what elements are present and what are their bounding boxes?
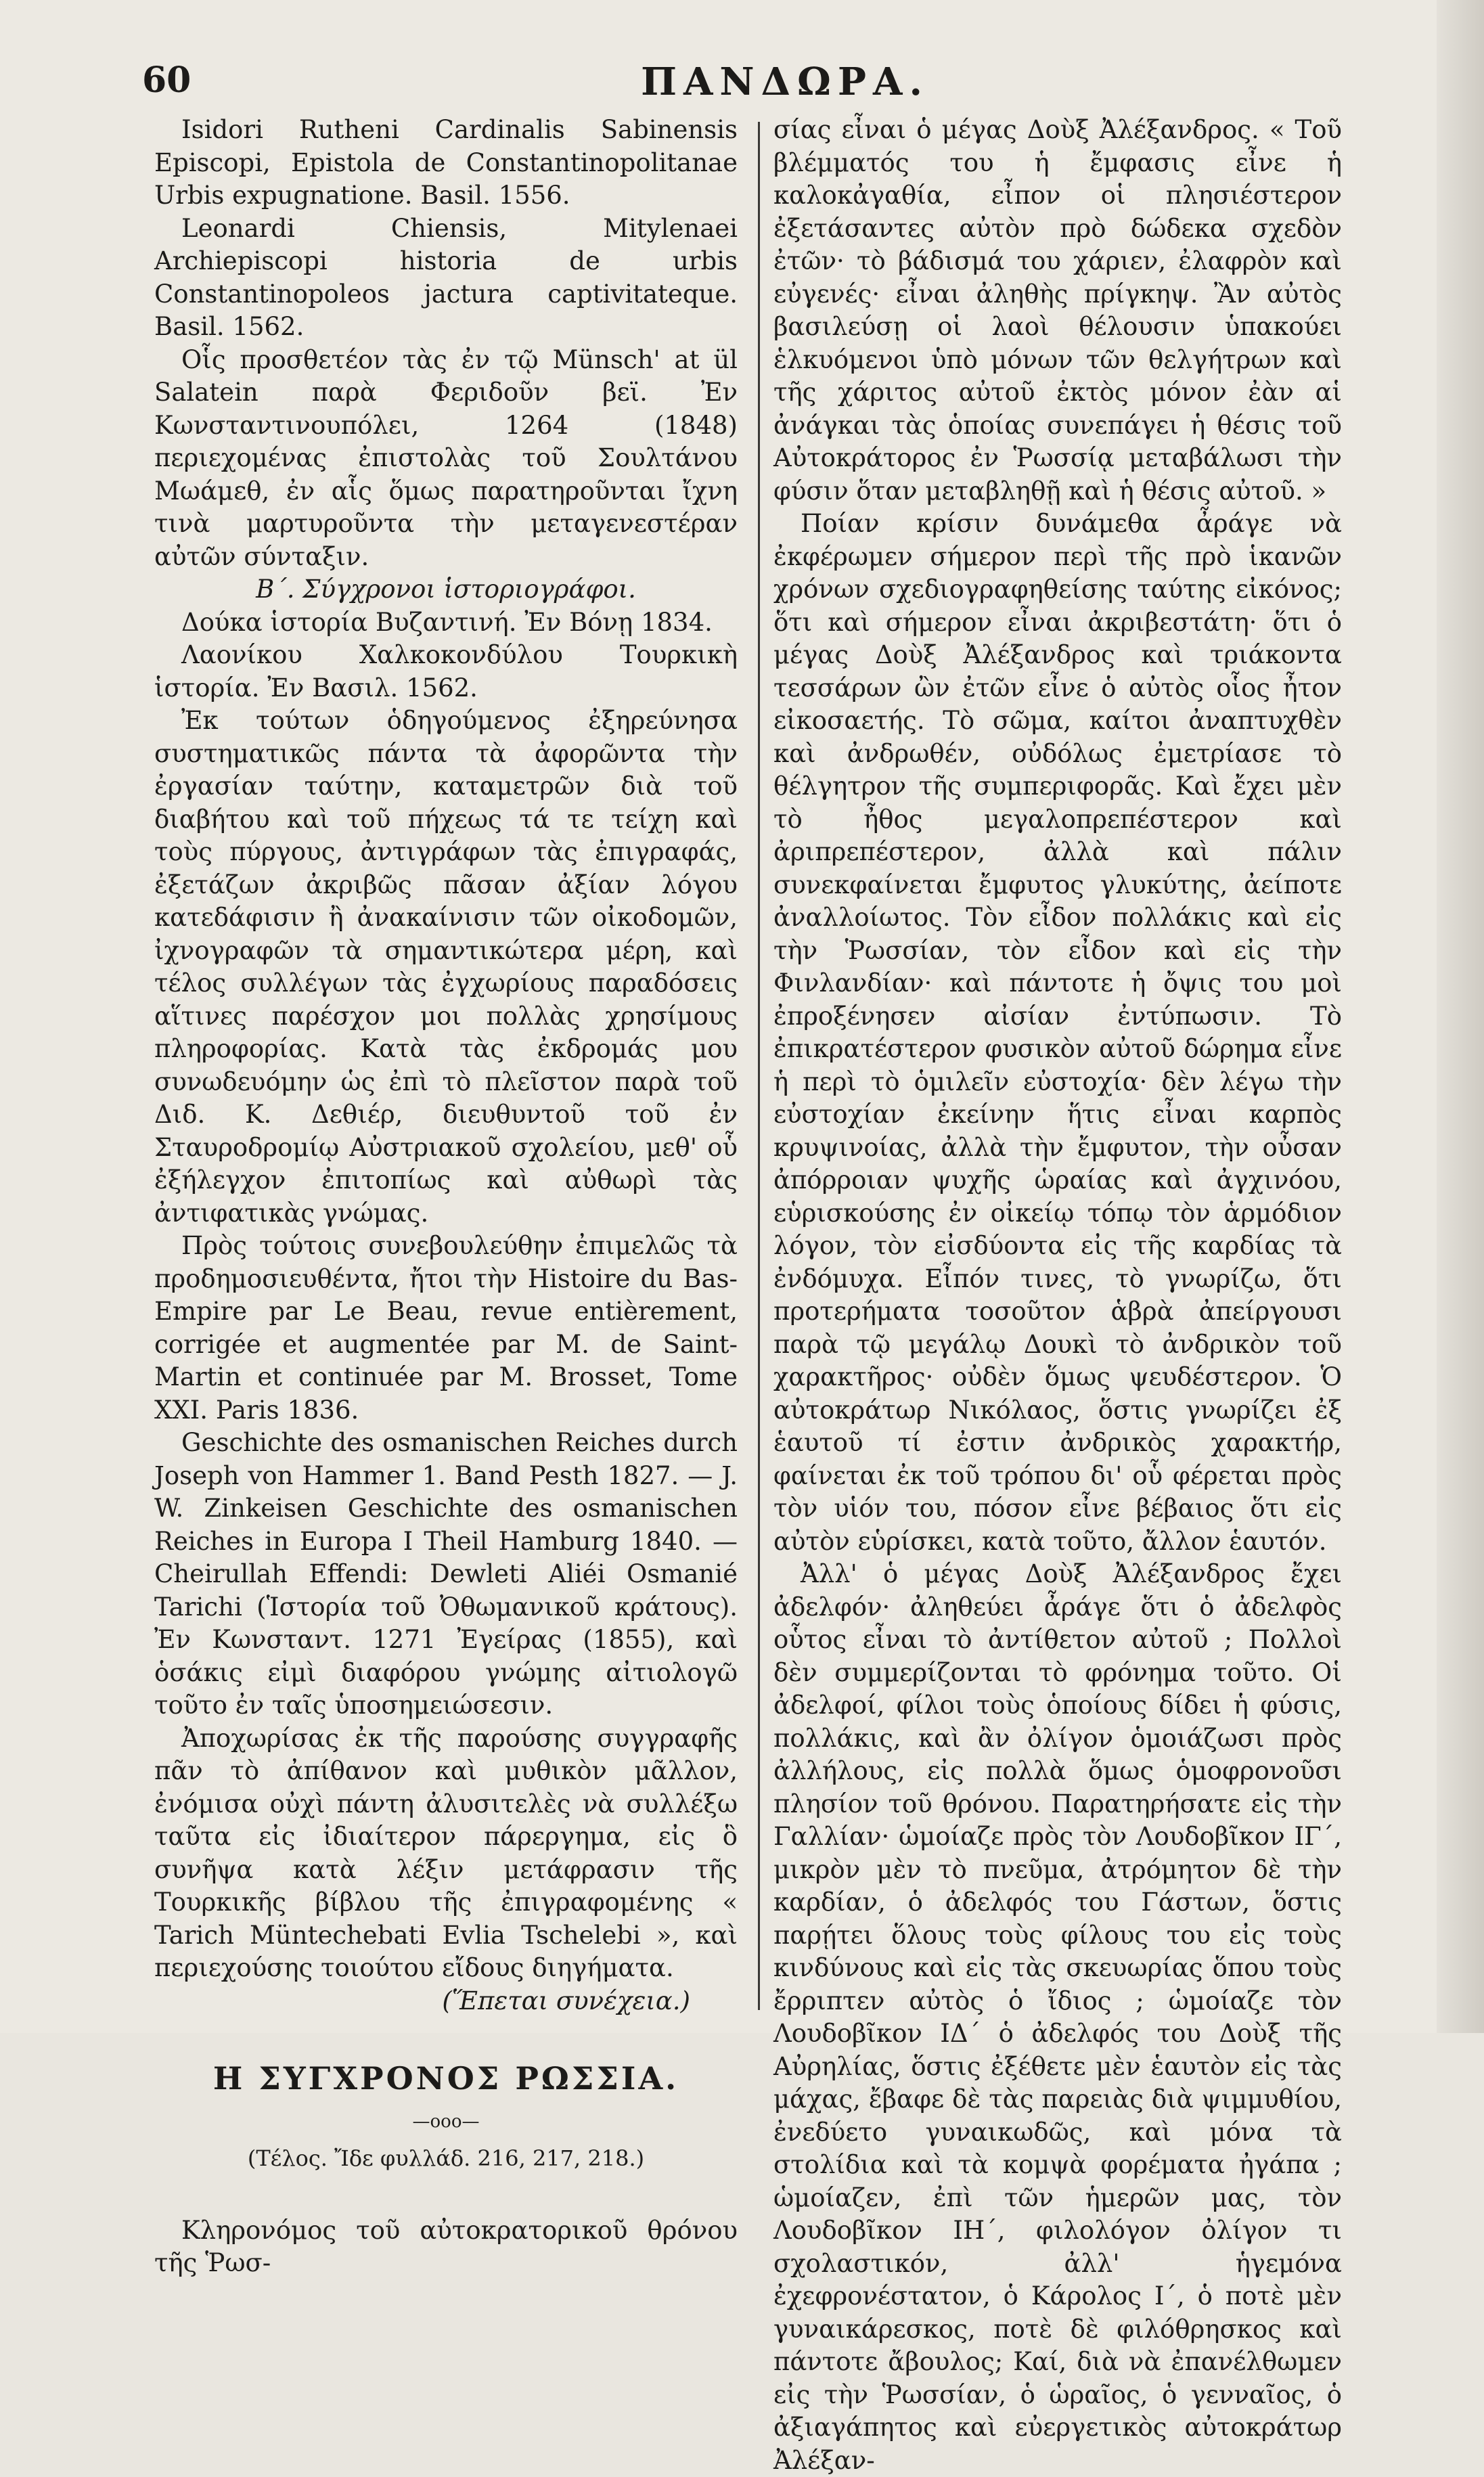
continuation-note: (Ἕπεται συνέχεια.) <box>442 1986 690 2015</box>
right-column <box>773 114 1342 2477</box>
body-paragraph: Ἀποχωρίσας ἐκ τῆς παρούσης συγγραφῆς πᾶν τὸ ἀπίθανον καὶ μυθικὸν μᾶλλον, ἐνόμισα οὐχὶ πάντη ἀλυσιτελὲς νὰ συλλέξω ταῦτα εἰς ἰδιαίτερον πάρεργημα, εἰς ὃ συνῆψα κατὰ λέξιν μετάφρασιν τῆς Τουρκικῆς βίβλου τῆς ἐπιγραφομένης « Tarich Müntechebati Evlia Tschelebi », καὶ περιεχούσης τοιούτου εἴδους διηγήματα. <box>154 1723 738 1982</box>
bibliography-entry: Δούκα ἱστορία Βυζαντινή. Ἐν Βόνῃ 1834. <box>181 607 713 637</box>
bibliography-entry: Leonardi Chiensis, Mitylenaei Archiepiscopi historia de urbis Constantinopoleos jactura captivitateque. Basil. 1562. <box>154 213 738 341</box>
body-paragraph: Ἐκ τούτων ὁδηγούμενος ἐξηρεύνησα συστηματικῶς πάντα τὰ ἀφορῶντα τὴν ἐργασίαν ταύτην, καταμετρῶν διὰ τοῦ διαβήτου καὶ τοῦ πήχεως τά τε τείχη καὶ τοὺς πύργους, ἀντιγράφων τὰς ἐπιγραφάς, ἐξετάζων ἀκριβῶς πᾶσαν ἀξίαν λόγου κατεδάφισιν ἢ ἀνακαίνισιν τῶν οἰκοδομῶν, ἰχνογραφῶν τὰ σημαντικώτερα μέρη, καὶ τέλος συλλέγων τὰς ἐγχωρίους παραδόσεις αἵτινες παρέσχον μοι πολλὰς χρησίμους πληροφορίας. Κατὰ τὰς ἐκδρομάς μου συνωδευόμην ὡς ἐπὶ τὸ πλεῖστον παρὰ τοῦ Διδ. Κ. Δεθιέρ, διευθυντοῦ τοῦ ἐν Σταυροδρομίῳ Αὐστριακοῦ σχολείου, μεθ' οὗ ἐξήλεγχον ἐπιτοπίως καὶ αὐθωρὶ τὰς ἀντιφατικὰς γνώμας. <box>154 706 738 1228</box>
body-paragraph: Ἀλλ' ὁ μέγας Δοὺξ Ἀλέξανδρος ἔχει ἀδελφόν· ἀληθεύει ἆράγε ὅτι ὁ ἀδελφὸς οὗτος εἶναι τὸ ἀντίθετον αὐτοῦ ; Πολλοὶ δὲν συμμερίζονται τὸ φρόνημα τοῦτο. Οἱ ἀδελφοί, φίλοι τοὺς ὁποίους δίδει ἡ φύσις, πολλάκις, καὶ ἂν ὀλίγον ὁμοιάζωσι πρὸς ἀλλήλους, εἰς πολλὰ ὅμως ὁμοφρονοῦσι πλησίον τοῦ θρόνου. Παρατηρήσατε εἰς τὴν Γαλλίαν· ὡμοίαζε πρὸς τὸν Λουδοβῖκον ΙΓ΄, μικρὸν μὲν τὸ πνεῦμα, ἀτρόμητον δὲ τὴν καρδίαν, ὁ ἀδελφός του Γάστων, ὅστις παρῄτει ὅλους τοὺς φίλους του εἰς τοὺς κινδύνους καὶ εἰς τὰς σκευωρίας ὅπου τοὺς ἔρριπτεν αὐτὸς ὁ ἴδιος ; ὡμοίαζε τὸν Λουδοβῖκον ΙΔ΄ ὁ ἀδελφός του Δοὺξ τῆς Αὐρηλίας, ὅστις ἐξέθετε μὲν ἑαυτὸν εἰς τὰς μάχας, ἔβαφε δὲ τὰς παρειὰς διὰ ψιμμυθίου, ἐνεδύετο γυναικωδῶς, καὶ μόνα τὰ στολίδια καὶ τὰ κομψὰ φορέματα ἠγάπα ; ὡμοίαζεν, ἐπὶ τῶν ἡμερῶν μας, τὸν Λουδοβῖκον ΙΗ΄, φιλολόγον ὀλίγον τι σχολαστικόν, ἀλλ' ἡγεμόνα ἐχεφρονέστατον, ὁ Κάρολος Ι΄, ὁ ποτὲ μὲν γυναικάρεσκος, ποτὲ δὲ φιλόθρησκος καὶ πάντοτε ἄβουλος; Καί, διὰ νὰ ἐπανέλθωμεν εἰς τὴν Ῥωσσίαν, ὁ ὡραῖος, ὁ γενναῖος, ὁ ἀξιαγάπητος καὶ εὐεργετικὸς αὐτοκράτωρ Ἀλέξαν- <box>773 1559 1342 2475</box>
running-title: ΠΑΝΔΩΡΑ. <box>641 60 929 104</box>
subsection-heading: Β΄. Σύγχρονοι ἱστοριογράφοι. <box>256 575 636 604</box>
page-edge-shadow <box>1437 0 1484 2033</box>
left-column <box>154 114 738 2280</box>
body-paragraph: Πρὸς τούτοις συνεβουλεύθην ἐπιμελῶς τὰ προδημοσιευθέντα, ἤτοι τὴν Histoire du Bas-Empire par Le Beau, revue entièrement, corrigée et augmentée par M. de Saint-Martin et continuée par M. Brosset, Tome XXI. Paris 1836. <box>154 1231 738 1425</box>
body-paragraph: Geschichte des osmanischen Reiches durch Joseph von Hammer 1. Band Pesth 1827. — J. W. Zinkeisen Geschichte des osmanischen Reiches in Europa I Theil Hamburg 1840. — Cheirullah Effendi: Dewleti Aliéi Osmanié Tarichi (Ἱστορία τοῦ Ὀθωμανικοῦ κράτους). Ἐν Κωνσταντ. 1271 Ἐγείρας (1855), καὶ ὁσάκις εἰμὶ διαφόρου γνώμης αἰτιολογῶ τοῦτο ἐν ταῖς ὑποσημειώσεσιν. <box>154 1428 738 1720</box>
article-title: Η ΣΥΓΧΡΟΝΟΣ ΡΩΣΣΙΑ. <box>212 2060 679 2097</box>
bibliography-entry: Isidori Rutheni Cardinalis Sabinensis Episcopi, Epistola de Constantinopolitanae Urbis expugnatione. Basil. 1556. <box>154 115 738 210</box>
spacer <box>154 2175 738 2214</box>
bibliography-entry: Οἷς προσθετέον τὰς ἐν τῷ Münsch' at ül Salatein παρὰ Φεριδοῦν βεϊ. Ἐν Κωνσταντινουπόλει, 1264 (1848) περιεχομένας ἐπιστολὰς τοῦ Σουλτάνου Μωάμεθ, ἐν αἷς ὅμως παρατηροῦνται ἴχνη τινὰ μαρτυροῦντα τὴν μεταγενεστέραν αὐτῶν σύνταξιν. <box>154 344 738 571</box>
article-note: (Τέλος. Ἴδε φυλλάδ. 216, 217, 218.) <box>247 2145 645 2171</box>
body-paragraph: σίας εἶναι ὁ μέγας Δοὺξ Ἀλέξανδρος. « Τοῦ βλέμματός του ἡ ἔμφασις εἶνε ἡ καλοκἀγαθία, εἶπον οἱ πλησιέστερον ἐξετάσαντες αὐτὸν πρὸ δώδεκα σχεδὸν ἐτῶν· τὸ βάδισμά του χάριεν, ἐλαφρὸν καὶ εὐγενές· εἶναι ἀληθὴς πρίγκηψ. Ἂν αὐτὸς βασιλεύσῃ οἱ λαοὶ θέλουσιν ὑπακούει ἑλκυόμενοι ὑπὸ μόνων τῶν θελγήτρων καὶ τῆς χάριτος αὐτοῦ ἐκτὸς μόνον ἐὰν αἱ ἀνάγκαι τὰς ὁποίας συνεπάγει ἡ θέσις τοῦ Αὐτοκράτορος ἐν Ῥωσσίᾳ μεταβάλωσι τὴν φύσιν ὅταν μεταβληθῇ καὶ ἡ θέσις αὐτοῦ. » <box>773 115 1342 506</box>
page-number: 60 <box>142 60 192 101</box>
page-header <box>142 60 1428 120</box>
title-ornament: —ooo— <box>412 2112 480 2132</box>
body-paragraph: Ποίαν κρίσιν δυνάμεθα ἆράγε νὰ ἐκφέρωμεν σήμερον περὶ τῆς πρὸ ἱκανῶν χρόνων σχεδιογραφηθείσης ταύτης εἰκόνος; ὅτι καὶ σήμερον εἶναι ἀκριβεστάτη· ὅτι ὁ μέγας Δοὺξ Ἀλέξανδρος καὶ τριάκοντα τεσσάρων ὢν ἐτῶν εἶνε ὁ αὐτὸς οἷος ἦτον εἰκοσαετής. Τὸ σῶμα, καίτοι ἀναπτυχθὲν καὶ ἀνδρωθέν, οὐδόλως ἐμετρίασε τὸ θέλγητρον τῆς συμπεριφορᾶς. Καὶ ἔχει μὲν τὸ ἦθος μεγαλοπρεπέστερον καὶ ἀριπρεπέστερον, ἀλλὰ καὶ πάλιν συνεκφαίνεται ἔμφυτος γλυκύτης, ἀείποτε ἀναλλοίωτος. Τὸν εἶδον πολλάκις καὶ εἰς τὴν Ῥωσσίαν, τὸν εἶδον καὶ εἰς τὴν Φινλανδίαν· καὶ πάντοτε ἡ ὄψις του μοὶ ἐπροξένησεν αἰσίαν ἐντύπωσιν. Τὸ ἐπικρατέστερον φυσικὸν αὐτοῦ δώρημα εἶνε ἡ περὶ τὸ ὁμιλεῖν εὐστοχία· δὲν λέγω τὴν εὐστοχίαν ἐκείνην ἥτις εἶναι καρπὸς κρυψινοίας, ἀλλὰ τὴν ἔμφυτον, τὴν οὖσαν ἀπόρροιαν ψυχῆς ὡραίας καὶ ἀγχινόου, εὑρισκούσης ἐν οἰκείῳ τόπῳ τὸν ἁρμόδιον λόγον, τὸν εἰσδύοντα εἰς τῆς καρδίας τὰ ἐνδόμυχα. Εἶπόν τινες, τὸ γνωρίζω, ὅτι προτερήματα τοσοῦτον ἁβρὰ ἀπείργουσι παρὰ τῷ μεγάλῳ Δουκὶ τὸ ἀνδρικὸν τοῦ χαρακτῆρος· οὐδὲν ὅμως ψευδέστερον. Ὁ αὐτοκράτωρ Νικόλαος, ὅστις γνωρίζει ἐξ ἑαυτοῦ τί ἐστιν ἀνδρικὸς χαρακτήρ, φαίνεται ἐκ τοῦ τρόπου δι' οὗ φέρεται πρὸς τὸν υἱόν του, πόσον εἶνε βέβαιος ὅτι εἰς αὐτὸν εὑρίσκει, κατὰ τοῦτο, ἄλλον ἑαυτόν. <box>773 509 1342 1556</box>
article-first-line: Κληρονόμος τοῦ αὐτοκρατορικοῦ θρόνου τῆς Ῥωσ- <box>154 2215 738 2277</box>
column-divider <box>758 122 760 2010</box>
bibliography-entry: Λαονίκου Χαλκοκονδύλου Τουρκικὴ ἱστορία. Ἐν Βασιλ. 1562. <box>154 640 738 702</box>
